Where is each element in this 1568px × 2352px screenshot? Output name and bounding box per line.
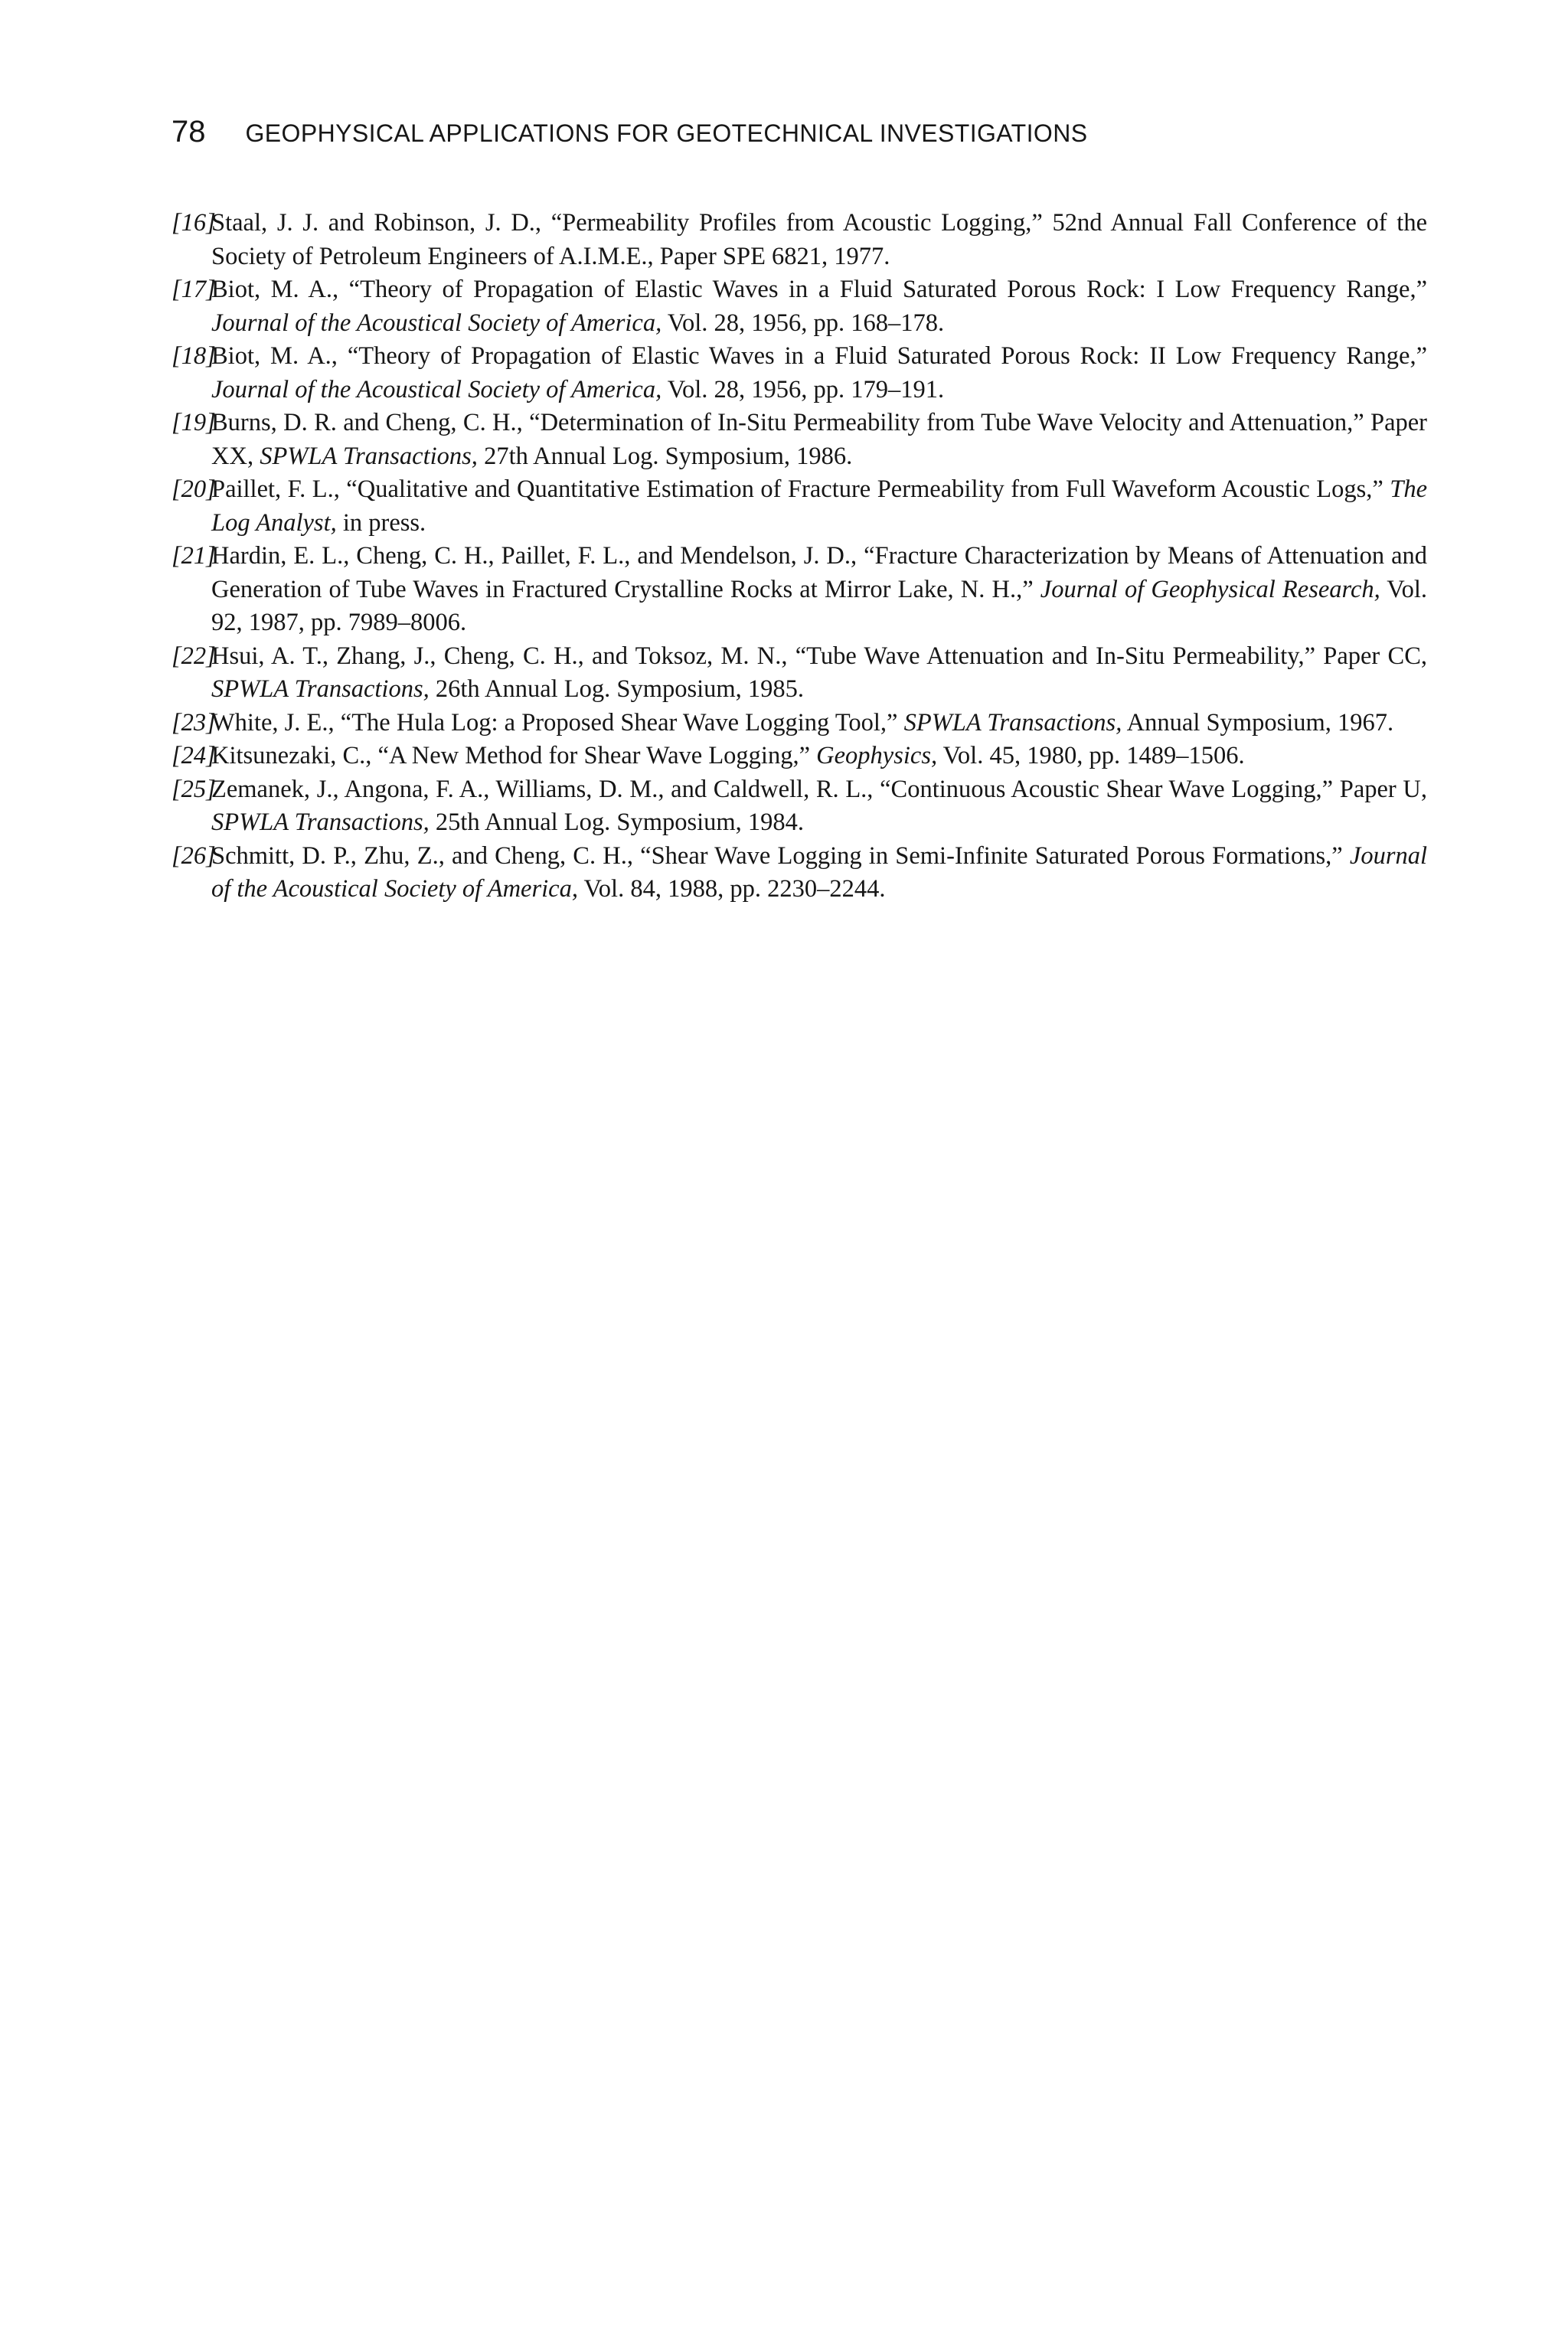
reference-text <box>211 340 1427 407</box>
reference-text <box>211 640 1427 707</box>
reference-entry <box>172 340 1427 407</box>
reference-details: 27th Annual Log. Symposium, 1986. <box>477 442 853 470</box>
reference-text <box>211 273 1427 340</box>
reference-details: Vol. 28, 1956, pp. 168–178. <box>662 309 945 337</box>
reference-entry <box>172 707 1427 740</box>
reference-details: 25th Annual Log. Symposium, 1984. <box>429 808 805 836</box>
reference-details: Vol. 45, 1980, pp. 1489–1506. <box>937 742 1245 769</box>
reference-number: [26] <box>172 841 216 870</box>
reference-number: [23] <box>172 708 216 737</box>
reference-number: [25] <box>172 775 216 803</box>
reference-text <box>211 407 1427 473</box>
reference-text <box>211 840 1427 906</box>
reference-citation: White, J. E., “The Hula Log: a Proposed Shear Wave Logging Tool,” <box>211 708 904 737</box>
reference-details: Vol. 28, 1956, pp. 179–191. <box>662 375 945 403</box>
reference-details: Annual Symposium, 1967. <box>1122 708 1394 737</box>
reference-source: SPWLA Transactions, <box>260 442 478 470</box>
reference-citation: Burns, D. R. and Cheng, C. H., “Determination of In-Situ Permeability from Tube Wave Velocity and Attenuation,” Paper XX, <box>211 409 1427 470</box>
reference-source: Journal of the Acoustical Society of America, <box>211 309 662 337</box>
reference-source: SPWLA Transactions, <box>211 808 430 836</box>
reference-details: Vol. 84, 1988, pp. 2230–2244. <box>577 875 886 903</box>
reference-number: [21] <box>172 542 216 570</box>
reference-entry <box>172 840 1427 906</box>
reference-citation: Staal, J. J. and Robinson, J. D., “Permeability Profiles from Acoustic Logging,” 52nd Annual Fall Conference of the Society of Petroleum Engineers of A.I.M.E., Paper SPE 6821, 1977. <box>211 209 1427 270</box>
reference-citation: Paillet, F. L., “Qualitative and Quantitative Estimation of Fracture Permeability from Full Waveform Acoustic Logs,” <box>211 475 1390 503</box>
page-header <box>172 115 1427 161</box>
reference-source: Journal of the Acoustical Society of America, <box>211 841 1427 903</box>
reference-number: [22] <box>172 642 216 670</box>
reference-entry <box>172 540 1427 640</box>
reference-text <box>211 740 1427 773</box>
reference-text <box>211 207 1427 273</box>
reference-text <box>211 773 1427 840</box>
reference-entry <box>172 407 1427 473</box>
reference-citation: Biot, M. A., “Theory of Propagation of Elastic Waves in a Fluid Saturated Porous Rock: II Low Frequency Range,” <box>211 342 1427 370</box>
reference-details: 26th Annual Log. Symposium, 1985. <box>429 675 805 703</box>
reference-source: SPWLA Transactions, <box>211 675 430 703</box>
reference-text <box>211 540 1427 640</box>
reference-number: [19] <box>172 409 216 436</box>
reference-number: [18] <box>172 342 216 370</box>
running-title: GEOPHYSICAL APPLICATIONS FOR GEOTECHNICAL INVESTIGATIONS <box>245 119 1088 147</box>
reference-entry <box>172 773 1427 840</box>
reference-list <box>172 207 1427 906</box>
reference-citation: Schmitt, D. P., Zhu, Z., and Cheng, C. H., “Shear Wave Logging in Semi-Infinite Saturated Porous Formations,” <box>211 841 1350 870</box>
reference-number: [20] <box>172 475 216 503</box>
reference-source: Journal of the Acoustical Society of America, <box>211 375 662 403</box>
reference-source: SPWLA Transactions, <box>903 708 1122 737</box>
reference-citation: Hsui, A. T., Zhang, J., Cheng, C. H., and Toksoz, M. N., “Tube Wave Attenuation and In-Situ Permeability,” Paper CC, <box>211 642 1427 670</box>
reference-citation: Biot, M. A., “Theory of Propagation of Elastic Waves in a Fluid Saturated Porous Rock: I Low Frequency Range,” <box>211 276 1427 303</box>
reference-entry <box>172 740 1427 773</box>
reference-number: [16] <box>172 209 216 237</box>
reference-number: [17] <box>172 276 216 303</box>
reference-source: Geophysics, <box>816 742 938 769</box>
reference-source: The Log Analyst, <box>211 475 1427 537</box>
reference-details: in press. <box>336 508 426 537</box>
reference-entry <box>172 640 1427 707</box>
reference-entry <box>172 207 1427 273</box>
page-number: 78 <box>172 115 206 149</box>
reference-text <box>211 473 1427 540</box>
reference-source: Journal of Geophysical Research, <box>1040 575 1380 603</box>
reference-citation: Zemanek, J., Angona, F. A., Williams, D. M., and Caldwell, R. L., “Continuous Acoustic Shear Wave Logging,” Paper U, <box>211 775 1427 803</box>
reference-details: Vol. 92, 1987, pp. 7989–8006. <box>211 575 1427 636</box>
reference-entry <box>172 273 1427 340</box>
reference-citation: Hardin, E. L., Cheng, C. H., Paillet, F. L., and Mendelson, J. D., “Fracture Characterization by Means of Attenuation and Generation of Tube Waves in Fractured Crystalline Rocks at Mirror Lake, N. H.,” <box>211 542 1427 603</box>
reference-number: [24] <box>172 742 216 769</box>
reference-entry <box>172 473 1427 540</box>
reference-text <box>211 707 1427 740</box>
reference-citation: Kitsunezaki, C., “A New Method for Shear Wave Logging,” <box>211 742 817 769</box>
